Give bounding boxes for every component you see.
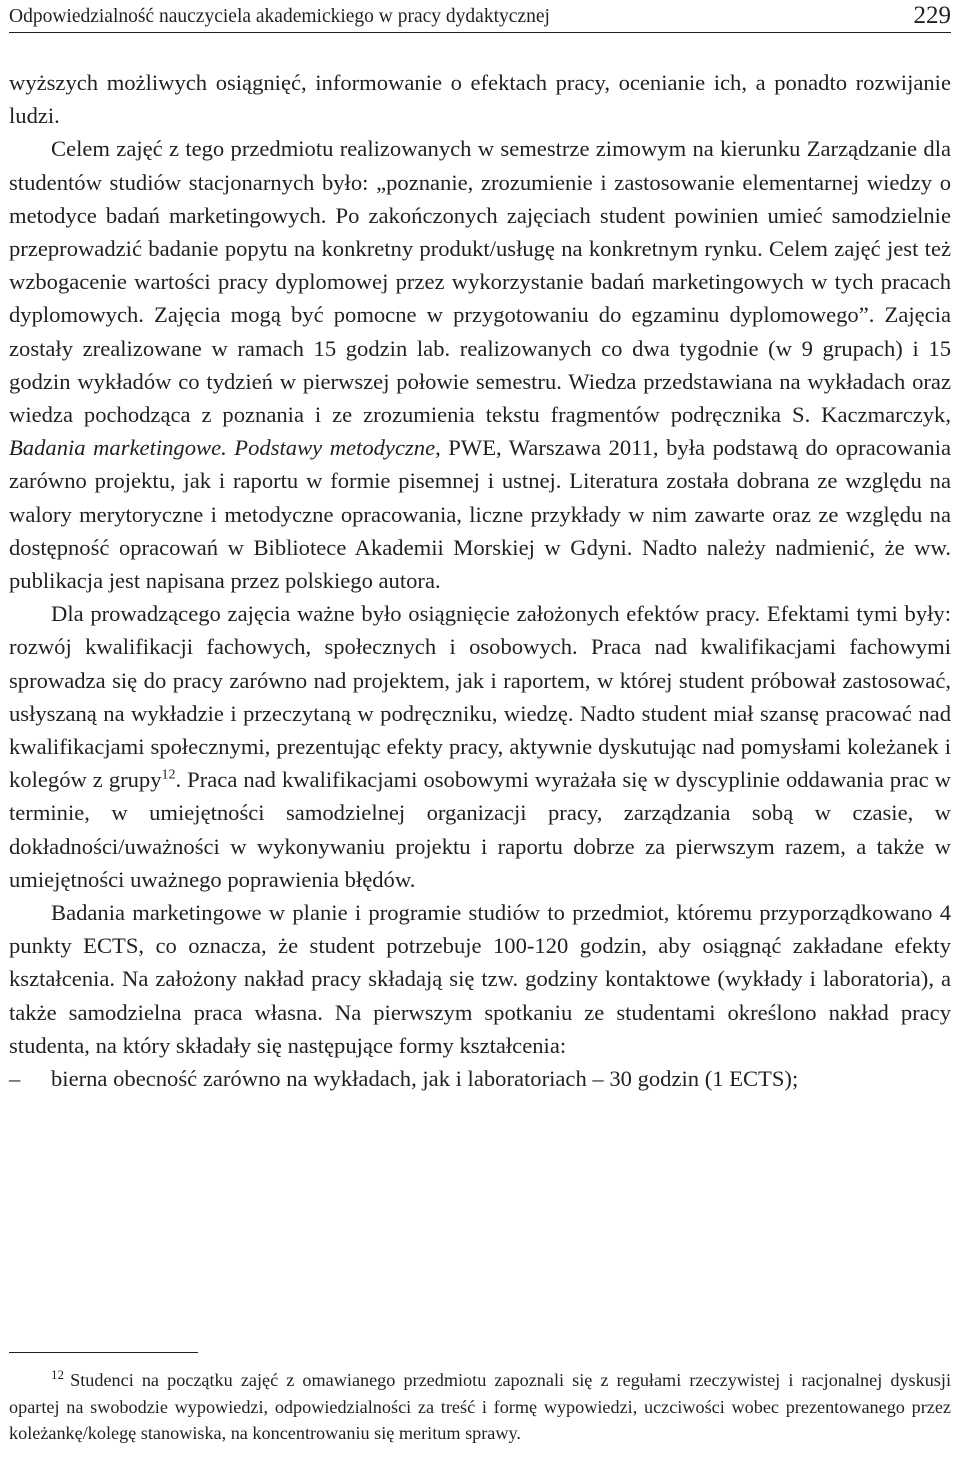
paragraph-2: [9, 132, 951, 597]
paragraph-1: wyższych możliwych osiągnięć, informowanie o efektach pracy, ocenianie ich, a ponadto rozwijanie ludzi.: [9, 70, 951, 129]
book-title-italic: Badania marketingowe. Podstawy metodyczne: [9, 435, 436, 461]
footnote-text: Studenci na początku zajęć z omawianego przedmiotu zapoznali się z regułami rzeczywistej i racjonalnej dyskusji opartej na swobodzie wypowiedzi, odpowiedzialności za treść i formę wypowiedzi, uczciwości wobec prezentowanego przez koleżankę/kolegę stanowiska, na koncentrowaniu się meritum sprawy.: [9, 1370, 951, 1444]
paragraph-3-text-a: Dla prowadzącego zajęcia ważne było osiągnięcie założonych efektów pracy. Efektami tymi były: rozwój kwalifikacji fachowych, społecznych i osobowych. Praca nad kwalifikacjami fachowymi sprowadza się do pracy zarówno nad projektem, jak i raportem, w której student próbował zastosować, usłyszaną na wykładzie i przeczytaną w podręczniku, wiedzę. Nadto student miał szansę pracować nad kwalifikacjami społecznymi, prezentując efekty pracy, aktywnie dyskutując nad pomysłami koleżanek i kolegów z grupy: [9, 601, 951, 793]
list-item: [9, 1062, 951, 1095]
list-item-text: bierna obecność zarówno na wykładach, jak i laboratoriach – 30 godzin (1 ECTS);: [51, 1066, 799, 1092]
footnote-reference[interactable]: 12: [161, 767, 176, 783]
dash-bullet: –: [9, 1066, 21, 1092]
footnote-number: 12: [51, 1366, 65, 1382]
body-text: [9, 66, 951, 1095]
running-title: Odpowiedzialność nauczyciela akademickiego w pracy dydaktycznej: [9, 6, 550, 27]
paragraph-3: [9, 597, 951, 896]
footnote-separator: [9, 1352, 198, 1353]
paragraph-2-text-a: Celem zajęć z tego przedmiotu realizowanych w semestrze zimowym na kierunku Zarządzanie dla studentów studiów stacjonarnych było: „poznanie, zrozumienie i zastosowanie elementarnej wiedzy o metodyce badań marketingowych. Po zakończonych zajęciach student powinien umieć samodzielnie przeprowadzić badanie popytu na konkretny produkt/usługę na konkretnym rynku. Celem zajęć jest też wzbogacenie wartości pracy dyplomowej przez wykorzystanie badań marketingowych w tych pracach dyplomowych. Zajęcia mogą być pomocne w przygotowaniu do egzaminu dyplomowego”. Zajęcia zostały zrealizowane w ramach 15 godzin lab. realizowanych co dwa tygodnie (w 9 grupach) i 15 godzin wykładów co tydzień w pierwszej połowie semestru. Wiedza przedstawiana na wykładach oraz wiedza pochodząca z poznania i ze zrozumienia tekstu fragmentów podręcznika S. Kaczmarczyk,: [9, 136, 951, 428]
paragraph-2-text-b: , PWE, Warszawa 2011, była podstawą do opracowania zarówno projektu, jak i raportu w formie pisemnej i ustnej. Literatura została dobrana ze względu na walory merytoryczne i metodyczne opracowania, liczne przykłady w nim zawarte oraz ze względu na dostępność opracowań w Bibliotece Akademii Morskiej w Gdyni. Nadto należy nadmienić, że ww. publikacja jest napisana przez polskiego autora.: [9, 435, 951, 594]
footnote: [9, 1367, 951, 1447]
paragraph-3-text-b: . Praca nad kwalifikacjami osobowymi wyrażała się w dyscyplinie oddawania prac w terminie, w umiejętności samodzielnej organizacji pracy, zarządzania sobą w czasie, w dokładności/uważności w wykonywaniu projektu i raportu dobrze za pierwszym razem, a także w umiejętności uważnego poprawienia błędów.: [9, 767, 951, 892]
running-header: [9, 2, 951, 33]
footnote-12: [9, 1367, 951, 1447]
page-number: 229: [913, 2, 951, 29]
paragraph-4: Badania marketingowe w planie i programie studiów to przedmiot, któremu przyporządkowano 4 punkty ECTS, co oznacza, że student potrzebuje 100-120 godzin, aby osiągnąć zakładane efekty kształcenia. Na założony nakład pracy składają się tzw. godziny kontaktowe (wykłady i laboratoria), a także samodzielna praca własna. Na pierwszym spotkaniu ze studentami określono nakład pracy studenta, na który składały się następujące formy kształcenia:: [9, 900, 951, 1058]
